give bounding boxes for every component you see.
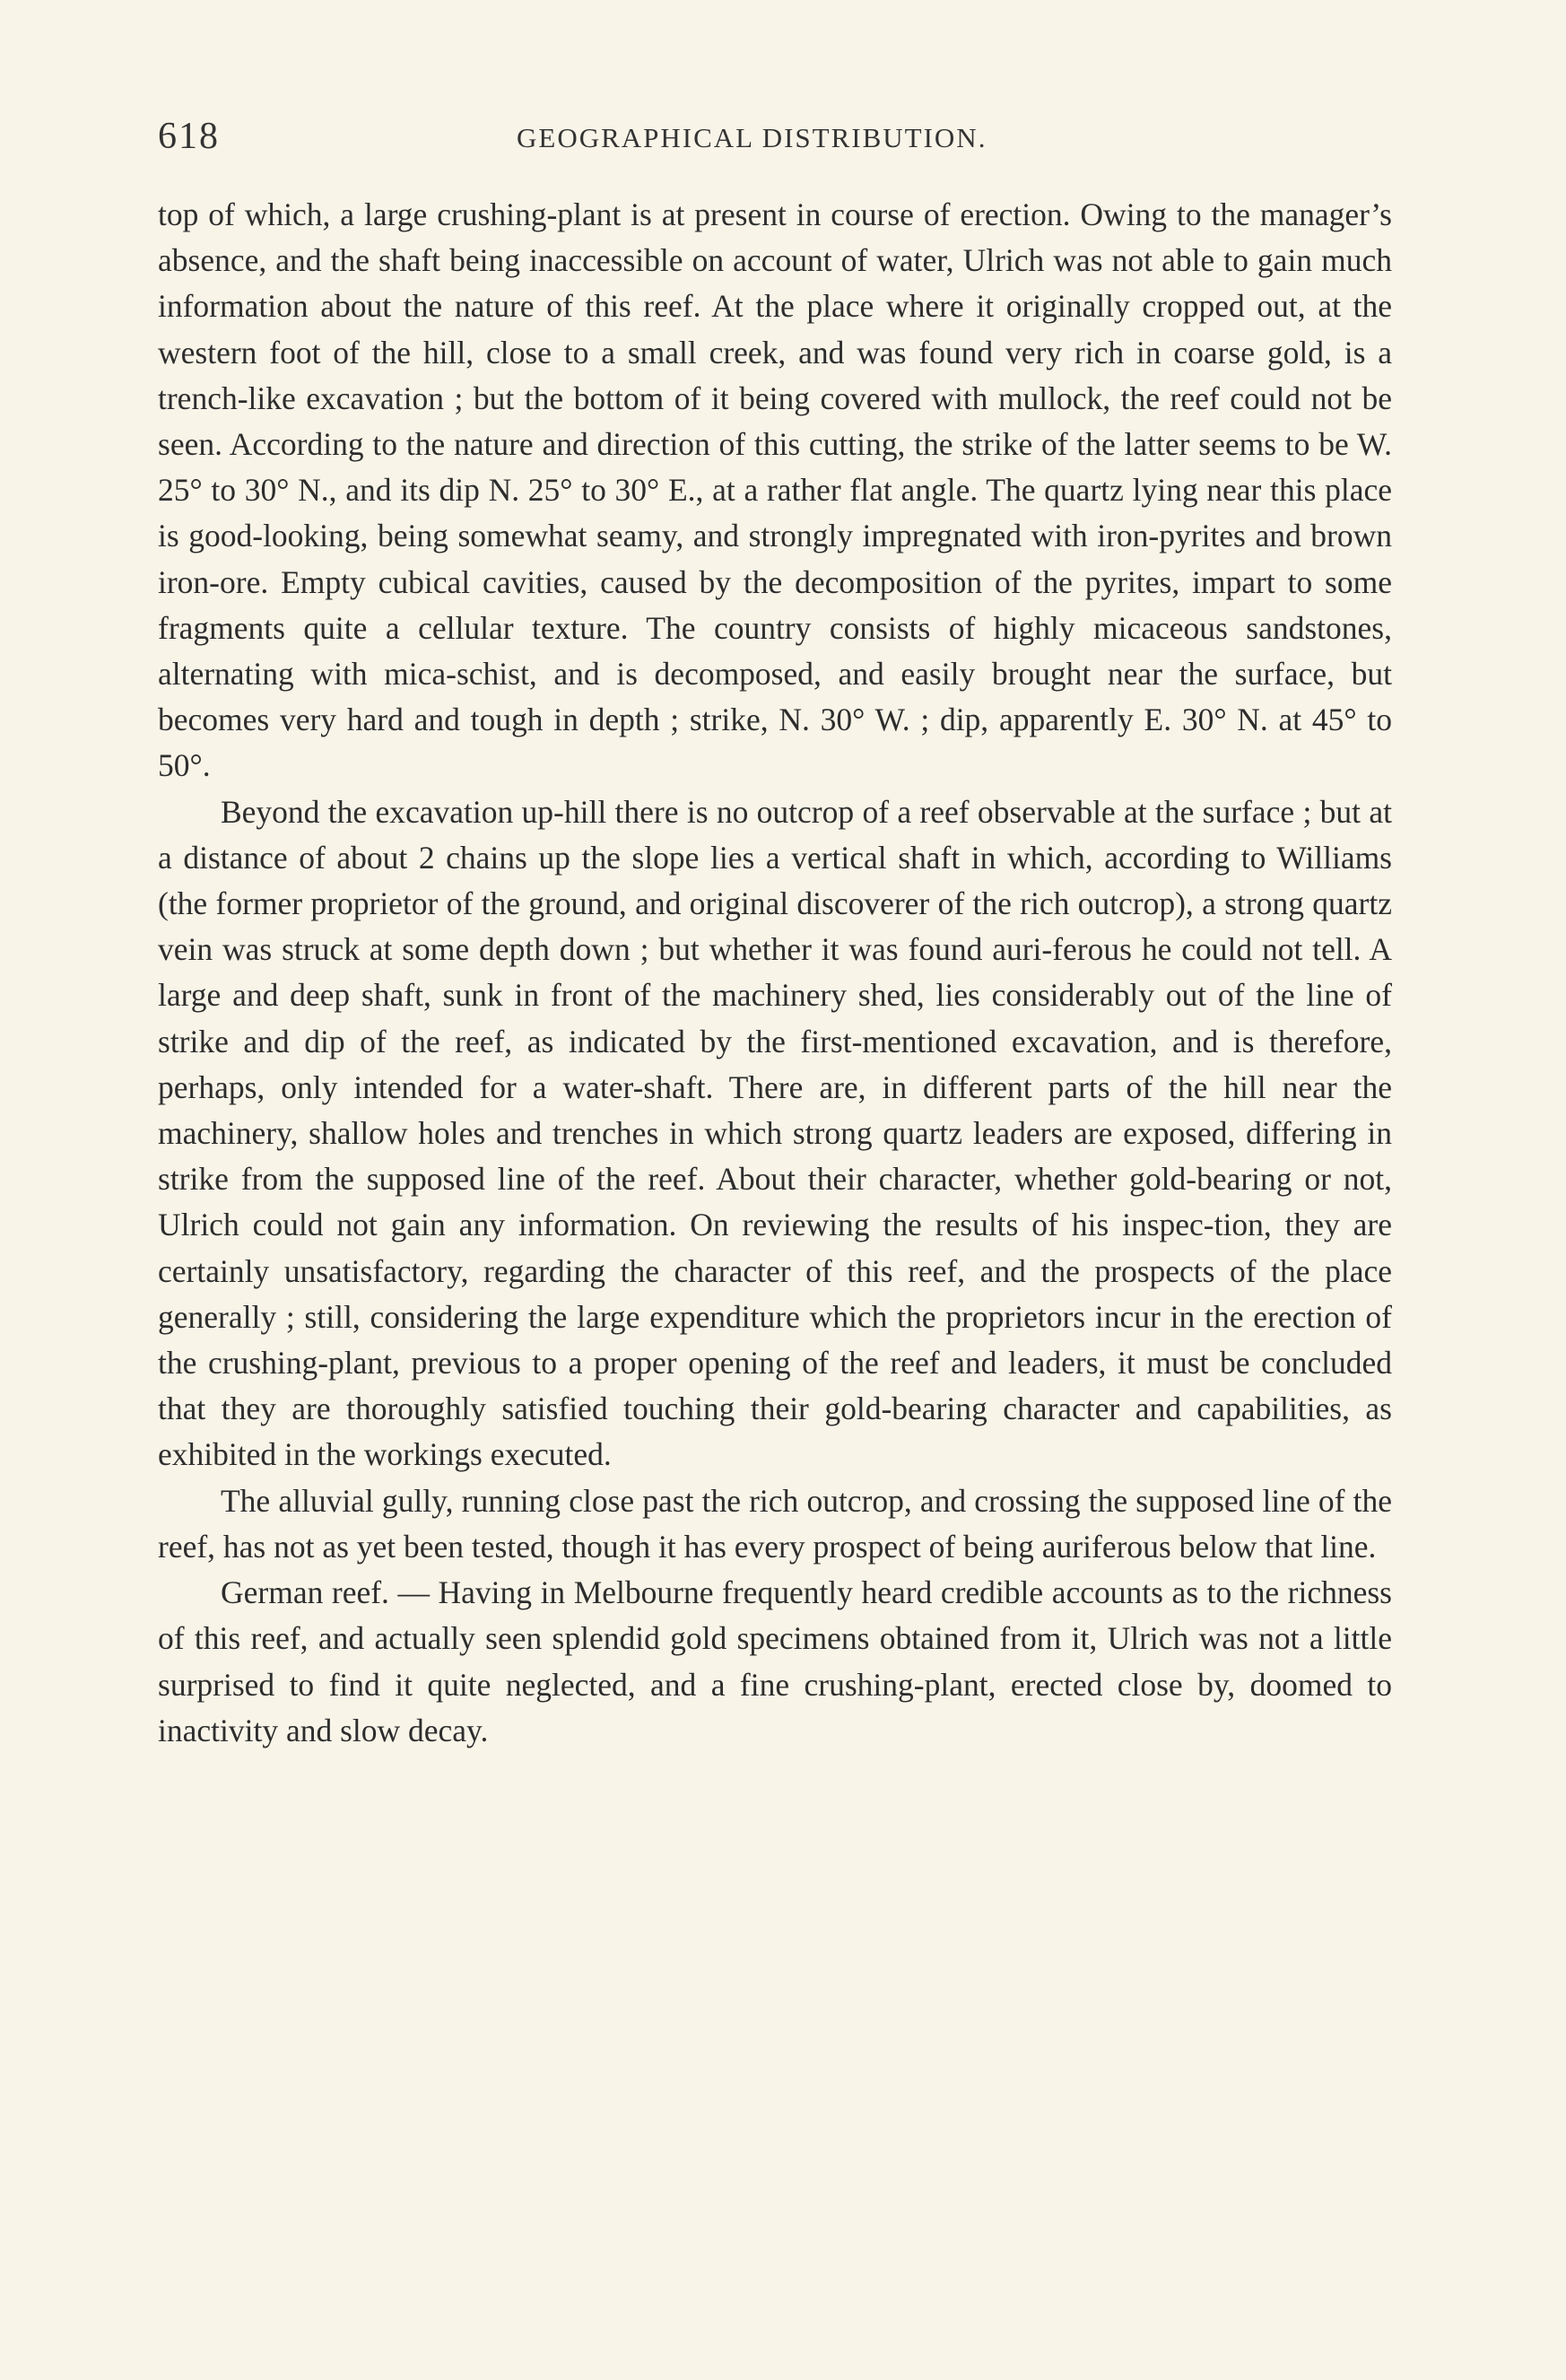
paragraph-1: top of which, a large crushing-plant is at present in course of erection. Owing to the manager’s absence, and the shaft being inaccessible on account of water, Ulrich was not able to gain much information about the nature of this reef. At the place where it originally cropped out, at the western foot of the hill, close to a small creek, and was found very rich in coarse gold, is a trench-like excavation ; but the bottom of it being covered with mullock, the reef could not be seen. According to the nature and direction of this cutting, the strike of the latter seems to be W. 25° to 30° N., and its dip N. 25° to 30° E., at a rather flat angle. The quartz lying near this place is good-looking, being somewhat seamy, and strongly impregnated with iron-pyrites and brown iron-ore. Empty cubical cavities, caused by the decomposition of the pyrites, impart to some fragments quite a cellular texture. The country consists of highly micaceous sandstones, alternating with mica-schist, and is decomposed, and easily brought near the surface, but becomes very hard and tough in depth ; strike, N. 30° W. ; dip, apparently E. 30° N. at 45° to 50°.	[158, 196, 1392, 784]
paragraph-2: Beyond the excavation up-hill there is no outcrop of a reef observable at the surface ; but at a distance of about 2 chains up the slope lies a vertical shaft in which, according to Williams (the former proprietor of the ground, and original discoverer of the rich outcrop), a strong quartz vein was struck at some depth down ; but whether it was found auri-ferous he could not tell. A large and deep shaft, sunk in front of the machinery shed, lies considerably out of the line of strike and dip of the reef, as indicated by the first-mentioned excavation, and is therefore, perhaps, only intended for a water-shaft. There are, in different parts of the hill near the machinery, shallow holes and trenches in which strong quartz leaders are exposed, differing in strike from the supposed line of the reef. About their character, whether gold-bearing or not, Ulrich could not gain any information. On reviewing the results of his inspec-tion, they are certainly unsatisfactory, regarding the character of this reef, and the prospects of the place generally ; still, considering the large expenditure which the proprietors incur in the erection of the crushing-plant, previous to a proper opening of the reef and leaders, it must be concluded that they are thoroughly satisfied touching their gold-bearing character and capabilities, as exhibited in the workings executed.	[158, 793, 1392, 1473]
paragraph-4: German reef. — Having in Melbourne frequently heard credible accounts as to the richness of this reef, and actually seen splendid gold specimens obtained from it, Ulrich was not a little surprised to find it quite neglected, and a fine crushing-plant, erected close by, doomed to inactivity and slow decay.	[158, 1574, 1392, 1748]
running-head: GEOGRAPHICAL DISTRIBUTION.	[517, 122, 987, 153]
body-text	[158, 192, 1392, 1754]
page-header	[158, 115, 1392, 169]
page-number: 618	[158, 116, 220, 157]
paragraph-3: The alluvial gully, running close past the rich outcrop, and crossing the supposed line of the reef, has not as yet been tested, though it has every prospect of being auriferous below that line.	[158, 1482, 1392, 1565]
